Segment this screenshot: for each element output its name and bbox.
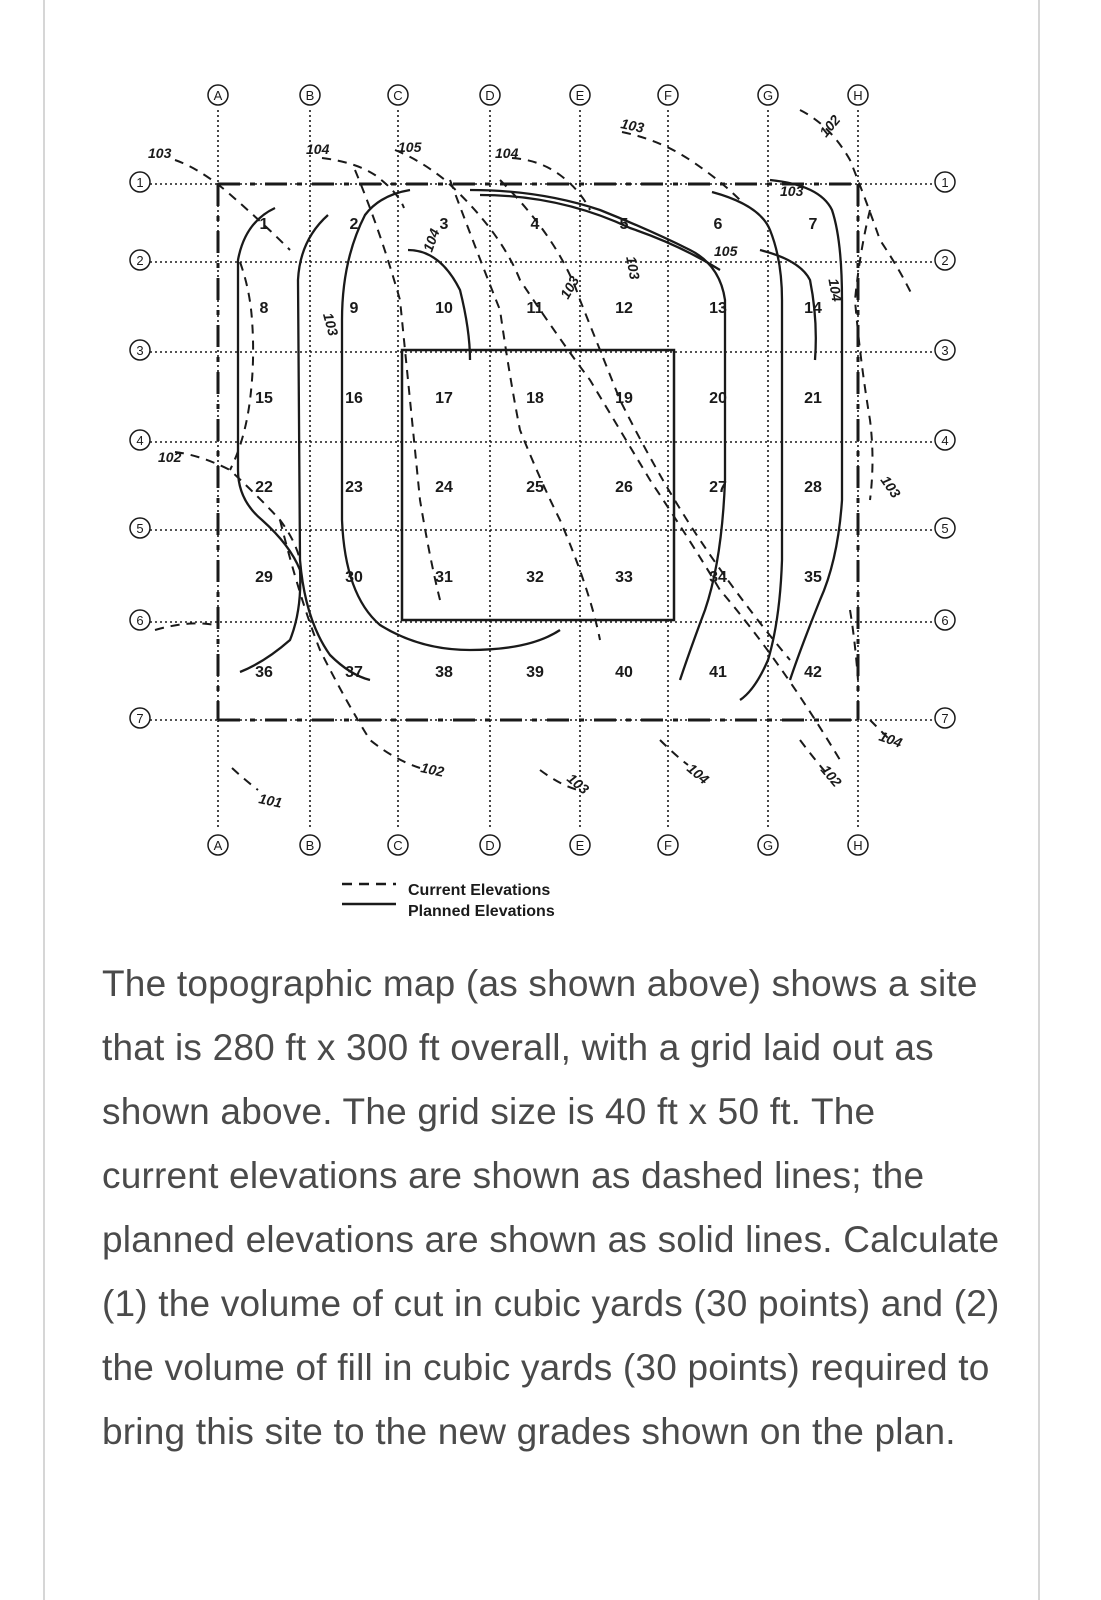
grid-bubble-col-label: C xyxy=(393,88,403,103)
grid-bubble-col-label: G xyxy=(762,838,774,853)
grid-point-number: 28 xyxy=(804,479,822,496)
grid-point-number: 4 xyxy=(530,216,540,233)
contour-label: 102 xyxy=(816,111,844,140)
grid-point-number: 21 xyxy=(804,390,822,407)
grid-bubble-col-label: E xyxy=(575,838,585,853)
grid-bubble-col-label: F xyxy=(664,838,672,853)
grid-point-number: 9 xyxy=(349,300,359,317)
contour-label: 104 xyxy=(306,141,330,157)
grid-bubble-col-label: D xyxy=(485,838,495,853)
grid-point-number: 2 xyxy=(349,216,359,233)
grid-point-number: 12 xyxy=(615,300,633,317)
grid-point-number: 26 xyxy=(615,479,633,496)
grid-bubble-col-label: F xyxy=(664,88,672,103)
grid-point-number: 5 xyxy=(619,216,629,233)
grid-point-number: 30 xyxy=(345,569,363,586)
grid-bubble-row-label: 3 xyxy=(941,343,949,358)
legend xyxy=(342,882,555,920)
grid-point-number: 32 xyxy=(526,569,544,586)
grid-bubble-row-label: 6 xyxy=(941,613,949,628)
grid-point-number: 15 xyxy=(255,390,273,407)
contour-label: 103 xyxy=(148,145,172,161)
grid-point-number: 19 xyxy=(615,390,633,407)
grid-bubble-row-label: 4 xyxy=(941,433,949,448)
grid-bubble-col-label: B xyxy=(305,88,315,103)
grid-point-number: 36 xyxy=(255,664,273,681)
contour-label: 102 xyxy=(817,761,845,790)
contour-label: 105 xyxy=(714,243,738,259)
grid-point-number: 14 xyxy=(804,300,822,317)
grid-point-number: 6 xyxy=(713,216,723,233)
grid-point-number: 23 xyxy=(345,479,363,496)
grid-bubble-col-label: H xyxy=(853,88,863,103)
contour-label: 105 xyxy=(398,139,422,155)
contour-label: 102 xyxy=(158,449,182,465)
grid-point-number: 18 xyxy=(526,390,544,407)
contour-label: 104 xyxy=(419,226,443,254)
contour-label: 101 xyxy=(257,790,284,811)
contour-label: 103 xyxy=(619,115,646,136)
grid-point-number: 29 xyxy=(255,569,273,586)
contour-label: 103 xyxy=(780,183,804,199)
grid-point-number: 8 xyxy=(259,300,269,317)
grid-bubble-row-label: 7 xyxy=(941,711,949,726)
grid-bubble-col-label: A xyxy=(213,838,223,853)
grid-point-number: 24 xyxy=(435,479,453,496)
grid-bubble-row-label: 4 xyxy=(136,433,144,448)
grid-point-number: 1 xyxy=(259,216,269,233)
grid-point-number: 42 xyxy=(804,664,822,681)
grid-point-number: 27 xyxy=(709,479,727,496)
contour-label: 103 xyxy=(623,254,644,281)
grid-point-number: 17 xyxy=(435,390,453,407)
grid-point-number: 33 xyxy=(615,569,633,586)
contour-label: 103 xyxy=(877,472,905,501)
grid-bubble-row-label: 5 xyxy=(941,521,949,536)
grid-point-number: 22 xyxy=(255,479,273,496)
grid-point-number: 11 xyxy=(526,300,544,317)
contour-label: 103 xyxy=(556,273,583,302)
contour-label: 103 xyxy=(320,310,342,338)
grid-bubble-col-label: C xyxy=(393,838,403,853)
grid-point-number: 7 xyxy=(808,216,818,233)
grid-bubble-col-label: H xyxy=(853,838,863,853)
contour-label: 104 xyxy=(495,145,519,161)
grid-point-number: 40 xyxy=(615,664,633,681)
contour-label: 104 xyxy=(684,760,713,788)
grid-point-number: 13 xyxy=(709,300,727,317)
grid-point-number: 41 xyxy=(709,664,727,681)
grid-bubble-row-label: 6 xyxy=(136,613,144,628)
grid-bubble-row-label: 1 xyxy=(136,175,144,190)
grid-point-number: 10 xyxy=(435,300,453,317)
legend-planned-label: Planned Elevations xyxy=(408,903,555,920)
grid-point-number: 35 xyxy=(804,569,822,586)
contour-label: 102 xyxy=(419,759,446,780)
contour-label: 104 xyxy=(876,727,905,751)
grid-bubble-row-label: 2 xyxy=(941,253,949,268)
grid-point-number: 16 xyxy=(345,390,363,407)
grid-point-number: 37 xyxy=(345,664,363,681)
grid-point-number: 3 xyxy=(439,216,449,233)
grid-point-number: 31 xyxy=(435,569,453,586)
grid-bubble-row-label: 1 xyxy=(941,175,949,190)
problem-description: The topographic map (as shown above) shows a site that is 280 ft x 300 ft overall, with a grid laid out as shown above. The grid size is 40 ft x 50 ft. The current elevations are shown as dashed lines; the planned elevations are shown as solid lines. Calculate (1) the volume of cut in cubic yards (30 points) and (2) the volume of fill in cubic yards (30 points) required to bring this site to the new grades shown on the plan. xyxy=(102,963,1000,1452)
contour-label: 103 xyxy=(564,770,593,798)
grid-bubble-col-label: A xyxy=(213,88,223,103)
grid-point-number: 38 xyxy=(435,664,453,681)
grid-bubble-row-label: 5 xyxy=(136,521,144,536)
grid-bubble-col-label: G xyxy=(762,88,774,103)
legend-current-label: Current Elevations xyxy=(408,882,551,899)
grid-bubble-col-label: D xyxy=(485,88,495,103)
grid-bubble-col-label: B xyxy=(305,838,315,853)
contour-label: 104 xyxy=(825,277,846,303)
grid-point-number: 25 xyxy=(526,479,544,496)
grid-point-number: 20 xyxy=(709,390,727,407)
grid-point-number: 34 xyxy=(709,569,727,586)
grid-bubble-col-label: E xyxy=(575,88,585,103)
grid-bubble-row-label: 7 xyxy=(136,711,144,726)
grid-bubble-row-label: 3 xyxy=(136,343,144,358)
grid-point-number: 39 xyxy=(526,664,544,681)
grid-bubble-row-label: 2 xyxy=(136,253,144,268)
